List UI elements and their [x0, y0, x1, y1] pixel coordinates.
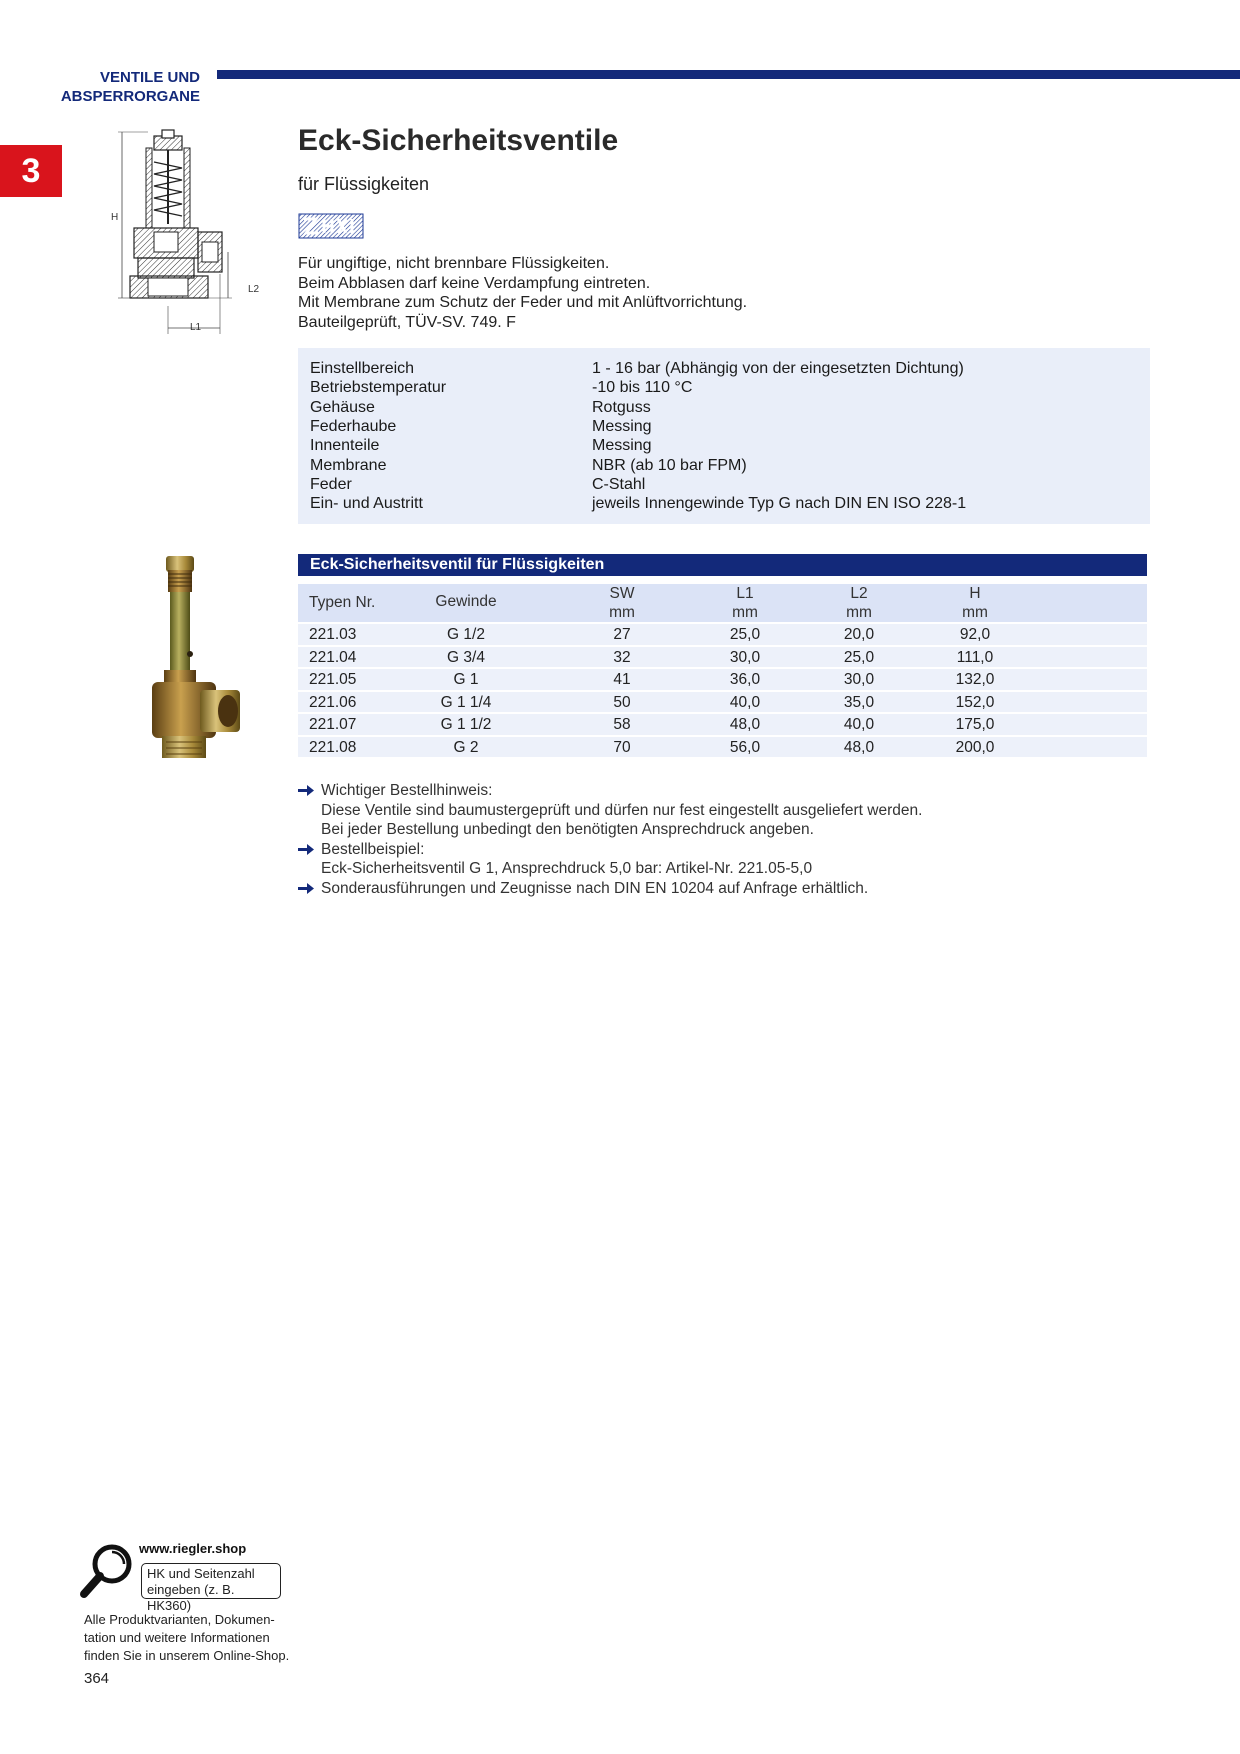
spec-row	[310, 475, 645, 494]
arrow-right-icon	[298, 843, 315, 856]
cell-l2: 35,0	[843, 693, 875, 711]
col-header-h-unit: mm	[962, 604, 988, 621]
footer-info	[84, 1611, 289, 1665]
dimension-label-h: H	[111, 212, 119, 223]
cell-h: 175,0	[955, 716, 995, 733]
table-row	[298, 692, 1147, 714]
valve-product-photo	[148, 554, 244, 760]
cell-l2: 30,0	[843, 671, 875, 688]
cell-h: 111,0	[956, 648, 994, 666]
arrow-right-icon	[298, 784, 315, 797]
spec-row	[310, 436, 652, 455]
header-bar	[217, 70, 1240, 79]
description-line: Mit Membrane zum Schutz der Feder und mit Anlüftvorrichtung.	[298, 294, 748, 311]
spec-row	[310, 359, 964, 378]
spec-row	[310, 398, 651, 417]
col-header-h: H	[969, 585, 981, 602]
footer-info-line: Alle Produktvarianten, Dokumen-	[84, 1612, 275, 1627]
spec-label: Membrane	[310, 456, 387, 474]
spec-value: C-Stahl	[592, 476, 646, 493]
cell-l1: 48,0	[729, 716, 761, 733]
cell-l2: 48,0	[843, 738, 875, 756]
col-header-l1-unit: mm	[732, 604, 758, 621]
spec-label: Einstellbereich	[310, 360, 415, 377]
cell-l1: 30,0	[729, 648, 761, 666]
cell-h: 152,0	[955, 693, 995, 711]
spec-value: -10 bis 110 °C	[592, 379, 693, 396]
cell-typ: 221.06	[309, 693, 357, 711]
description-line: Bauteilgeprüft, TÜV-SV. 749. F	[298, 313, 516, 331]
hint-line: HK und Seitenzahl	[147, 1566, 255, 1581]
section-title-line1: VENTILE UND	[99, 69, 200, 86]
table-column-headers	[298, 584, 1147, 622]
spec-label: Feder	[310, 476, 352, 493]
cell-sw: 27	[613, 626, 631, 643]
cell-l1: 36,0	[729, 671, 761, 688]
spec-value: 1 - 16 bar (Abhängig von der eingesetzten Dichtung)	[592, 360, 964, 377]
specification-box	[298, 348, 1150, 524]
spec-label: Betriebstemperatur	[310, 379, 447, 396]
cell-sw: 70	[613, 738, 631, 756]
product-title: Eck-Sicherheitsventile	[298, 124, 619, 157]
note-line: Eck-Sicherheitsventil G 1, Ansprechdruck 5,0 bar: Artikel-Nr. 221.05-5,0	[321, 860, 813, 877]
col-header-l2-unit: mm	[846, 604, 872, 621]
cell-typ: 221.07	[309, 716, 357, 733]
spec-value: Rotguss	[592, 398, 651, 416]
shop-url-link[interactable]: www.riegler.shop	[139, 1541, 247, 1556]
cell-l2: 25,0	[843, 648, 875, 666]
shop-search-hint	[141, 1563, 281, 1613]
cell-l1: 40,0	[729, 693, 761, 711]
cell-l2: 20,0	[843, 626, 875, 643]
dimension-label-l2: L2	[248, 284, 260, 295]
cell-h: 92,0	[959, 626, 991, 643]
spec-row	[310, 417, 652, 436]
cell-h: 200,0	[955, 738, 995, 756]
section-title	[40, 68, 200, 106]
spec-label: Gehäuse	[310, 398, 375, 416]
note-item	[298, 781, 922, 840]
order-notes	[298, 781, 922, 898]
table-row	[298, 624, 1147, 646]
spec-row	[310, 456, 747, 475]
cell-sw: 32	[613, 648, 631, 666]
spec-row	[310, 378, 692, 397]
dimension-label-l1: L1	[190, 322, 202, 333]
chapter-tab: 3	[0, 145, 62, 197]
col-header-gewinde: Gewinde	[435, 593, 497, 610]
col-header-sw-unit: mm	[609, 604, 635, 621]
cell-gewinde: G 1/2	[447, 626, 485, 643]
product-subtitle: für Flüssigkeiten	[298, 174, 430, 194]
cell-typ: 221.08	[309, 738, 357, 756]
spec-value: Messing	[592, 437, 652, 454]
note-line: Diese Ventile sind baumustergeprüft und dürfen nur fest eingestellt ausgeliefert werden.	[321, 801, 923, 819]
cell-l1: 25,0	[729, 626, 761, 643]
col-header-l2: L2	[850, 585, 868, 602]
cell-h: 132,0	[955, 671, 995, 688]
spec-label: Innenteile	[310, 437, 380, 454]
table-row	[298, 669, 1147, 691]
spec-value: NBR (ab 10 bar FPM)	[592, 456, 747, 474]
note-line: Sonderausführungen und Zeugnisse nach DIN EN 10204 auf Anfrage erhältlich.	[321, 879, 869, 897]
cell-l2: 40,0	[843, 716, 875, 733]
spec-label: Federhaube	[310, 418, 397, 435]
cell-sw: 41	[613, 671, 631, 688]
cell-gewinde: G 1	[453, 671, 479, 688]
page-number: 364	[84, 1670, 110, 1687]
certification-badge-icon	[298, 213, 364, 239]
table-row	[298, 737, 1147, 759]
cell-typ: 221.03	[309, 626, 357, 643]
footer-info-line: tation und weitere Informationen	[84, 1630, 270, 1645]
cell-sw: 58	[613, 716, 631, 733]
spec-value: Messing	[592, 418, 652, 435]
cell-gewinde: G 3/4	[447, 648, 485, 666]
hint-line: eingeben (z. B. HK360)	[147, 1582, 235, 1613]
cell-typ: 221.05	[309, 671, 357, 688]
note-item	[298, 840, 922, 879]
note-line: Wichtiger Bestellhinweis:	[321, 782, 493, 799]
description-line: Beim Abblasen darf keine Verdampfung eintreten.	[298, 274, 651, 292]
table-row	[298, 647, 1147, 669]
cell-gewinde: G 1 1/4	[440, 693, 492, 711]
magnifier-icon	[78, 1542, 136, 1600]
note-line: Bei jeder Bestellung unbedingt den benötigten Ansprechdruck angeben.	[321, 821, 814, 838]
product-description	[298, 254, 747, 332]
description-line: Für ungiftige, nicht brennbare Flüssigkeiten.	[298, 255, 610, 272]
spec-row	[310, 494, 966, 513]
table-row	[298, 714, 1147, 736]
arrow-right-icon	[298, 882, 315, 895]
section-title-line2: ABSPERRORGANE	[60, 88, 200, 105]
cell-sw: 50	[613, 693, 631, 711]
cell-typ: 221.04	[309, 648, 357, 666]
valve-technical-drawing	[108, 128, 268, 340]
cell-l1: 56,0	[729, 738, 761, 756]
spec-label: Ein- und Austritt	[310, 495, 423, 512]
cell-gewinde: G 1 1/2	[440, 716, 492, 733]
col-header-typ: Typen Nr.	[309, 594, 376, 611]
note-line: Bestellbeispiel:	[321, 840, 425, 858]
table-title: Eck-Sicherheitsventil für Flüssigkeiten	[298, 554, 1147, 576]
spec-value: jeweils Innengewinde Typ G nach DIN EN ISO 228-1	[592, 495, 967, 512]
note-item	[298, 879, 922, 899]
footer-info-line: finden Sie in unserem Online-Shop.	[84, 1648, 290, 1663]
col-header-l1: L1	[736, 585, 754, 602]
cell-gewinde: G 2	[453, 738, 479, 756]
col-header-sw: SW	[609, 585, 635, 602]
